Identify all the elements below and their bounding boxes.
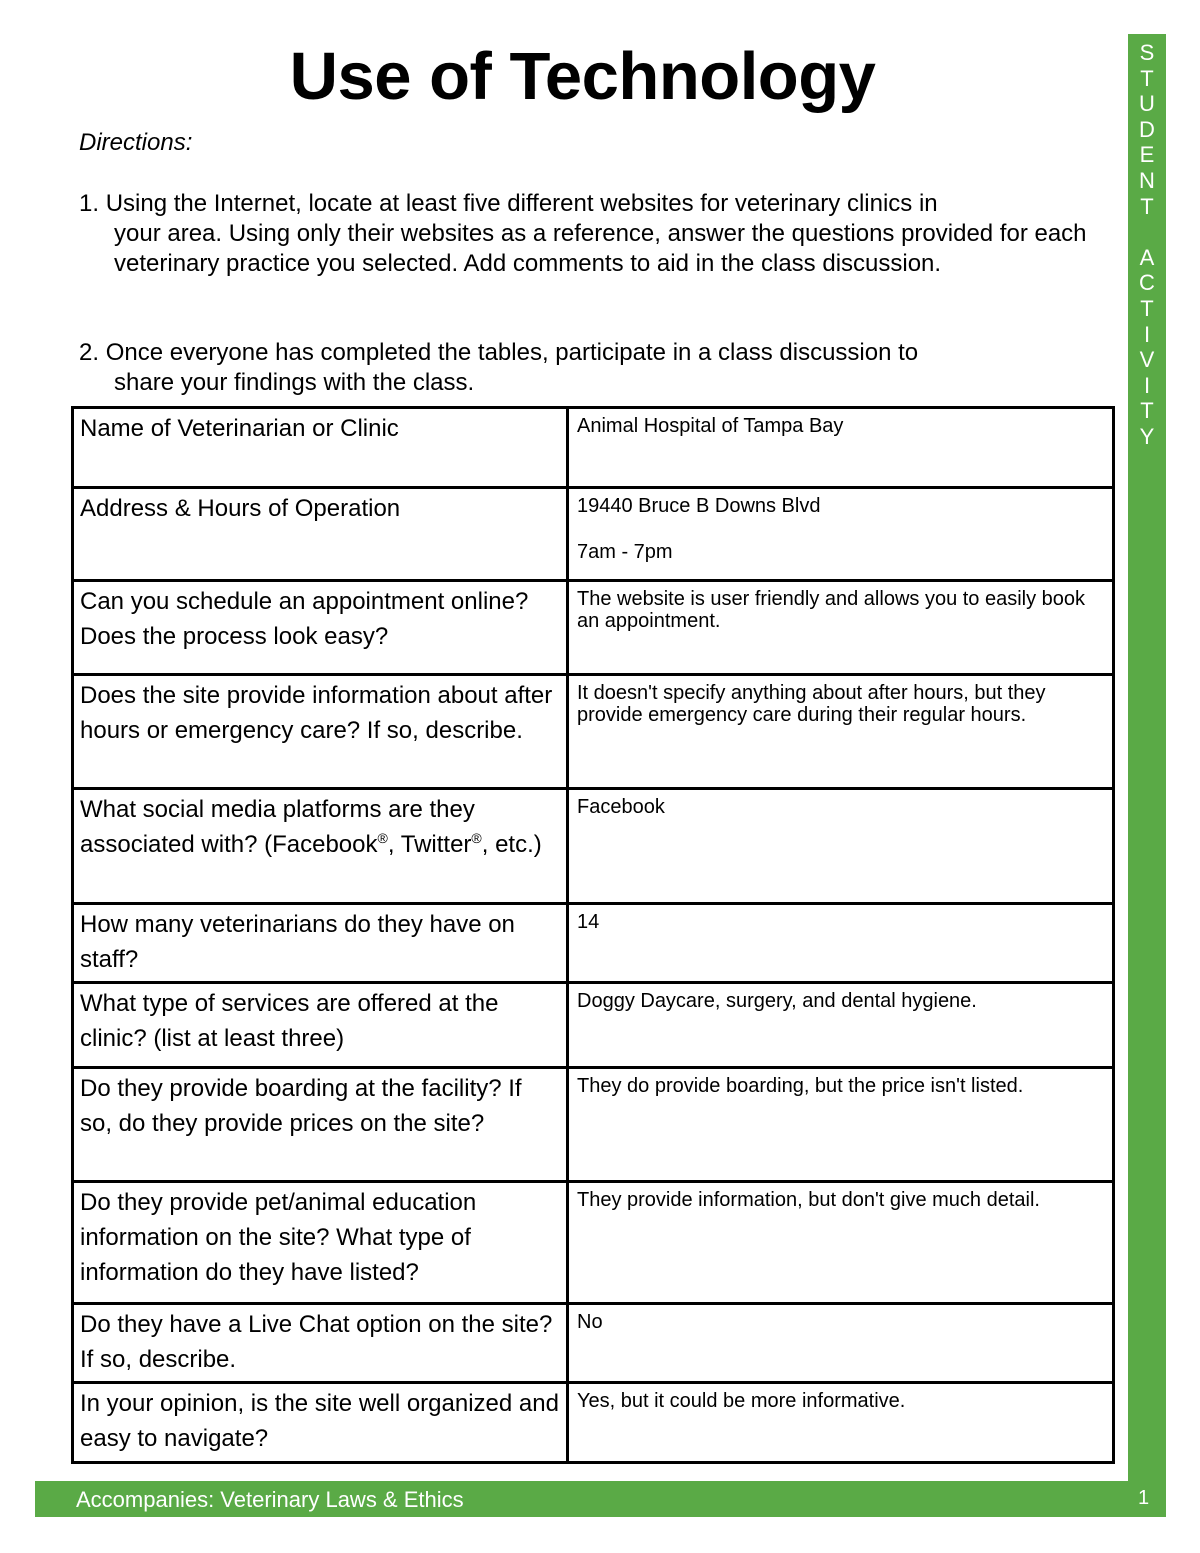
table-row bbox=[73, 675, 1114, 789]
table-row bbox=[73, 1068, 1114, 1182]
instruction-2 bbox=[79, 338, 1089, 398]
table-row bbox=[73, 1383, 1114, 1463]
table-row bbox=[73, 1304, 1114, 1383]
question-text-part2: , Twitter bbox=[387, 831, 472, 858]
answer-cell[interactable]: They provide information, but don't give much detail. bbox=[568, 1182, 1114, 1304]
footer-text: Accompanies: Veterinary Laws & Ethics bbox=[76, 1487, 464, 1512]
registered-mark: ® bbox=[471, 830, 482, 846]
answer-cell[interactable]: Yes, but it could be more informative. bbox=[568, 1383, 1114, 1463]
student-activity-label: S T U D E N T A C T I V I T Y bbox=[1139, 40, 1155, 449]
question-text-part3: , etc.) bbox=[481, 831, 542, 858]
page-title: Use of Technology bbox=[289, 39, 876, 114]
table-row bbox=[73, 1182, 1114, 1304]
answer-cell[interactable]: The website is user friendly and allows you to easily book an appointment. bbox=[568, 581, 1114, 675]
hours-text: 7am - 7pm bbox=[577, 541, 673, 563]
table-row bbox=[73, 408, 1114, 488]
instruction-1 bbox=[79, 189, 1089, 278]
address-text: 19440 Bruce B Downs Blvd bbox=[577, 495, 821, 517]
question-cell: Name of Veterinarian or Clinic bbox=[73, 408, 568, 488]
directions-label: Directions: bbox=[79, 129, 193, 156]
question-cell: Do they provide boarding at the facility? If so, do they provide prices on the site? bbox=[73, 1068, 568, 1182]
instruction-continuation: share your findings with the class. bbox=[114, 368, 475, 396]
clinic-info-table bbox=[71, 406, 1115, 1464]
answer-cell[interactable]: 14 bbox=[568, 904, 1114, 983]
instruction-number: 1. bbox=[79, 190, 100, 217]
table-row bbox=[73, 581, 1114, 675]
question-cell: How many veterinarians do they have on staff? bbox=[73, 904, 568, 983]
question-cell: Can you schedule an appointment online? Does the process look easy? bbox=[73, 581, 568, 675]
answer-cell[interactable]: It doesn't specify anything about after hours, but they provide emergency care during their regular hours. bbox=[568, 675, 1114, 789]
question-cell: What type of services are offered at the clinic? (list at least three) bbox=[73, 983, 568, 1068]
instruction-first-line: Once everyone has completed the tables, participate in a class discussion to bbox=[105, 339, 919, 366]
table-row bbox=[73, 789, 1114, 904]
instruction-number: 2. bbox=[79, 339, 100, 366]
answer-cell[interactable]: Animal Hospital of Tampa Bay bbox=[568, 408, 1114, 488]
table-row bbox=[73, 488, 1114, 581]
instruction-first-line: Using the Internet, locate at least five different websites for veterinary clinics in bbox=[105, 190, 938, 217]
answer-cell[interactable]: They do provide boarding, but the price isn't listed. bbox=[568, 1068, 1114, 1182]
question-cell: In your opinion, is the site well organized and easy to navigate? bbox=[73, 1383, 568, 1463]
answer-cell[interactable] bbox=[568, 488, 1114, 581]
question-cell: Do they have a Live Chat option on the site? If so, describe. bbox=[73, 1304, 568, 1383]
question-cell bbox=[73, 789, 568, 904]
answer-cell[interactable]: Doggy Daycare, surgery, and dental hygiene. bbox=[568, 983, 1114, 1068]
question-cell: Address & Hours of Operation bbox=[73, 488, 568, 581]
question-cell: Do they provide pet/animal education information on the site? What type of information do they have listed? bbox=[73, 1182, 568, 1304]
page-number: 1 bbox=[1138, 1487, 1150, 1509]
question-text-part1: What social media platforms are they associated with? (Facebook bbox=[80, 796, 475, 858]
registered-mark: ® bbox=[377, 830, 388, 846]
answer-cell[interactable]: Facebook bbox=[568, 789, 1114, 904]
instruction-continuation: your area. Using only their websites as a reference, answer the questions provided for each veterinary practice you selected. Add comments to aid in the class discussion. bbox=[114, 219, 1087, 277]
table-row bbox=[73, 983, 1114, 1068]
question-cell: Does the site provide information about after hours or emergency care? If so, describe. bbox=[73, 675, 568, 789]
table-row bbox=[73, 904, 1114, 983]
answer-cell[interactable]: No bbox=[568, 1304, 1114, 1383]
